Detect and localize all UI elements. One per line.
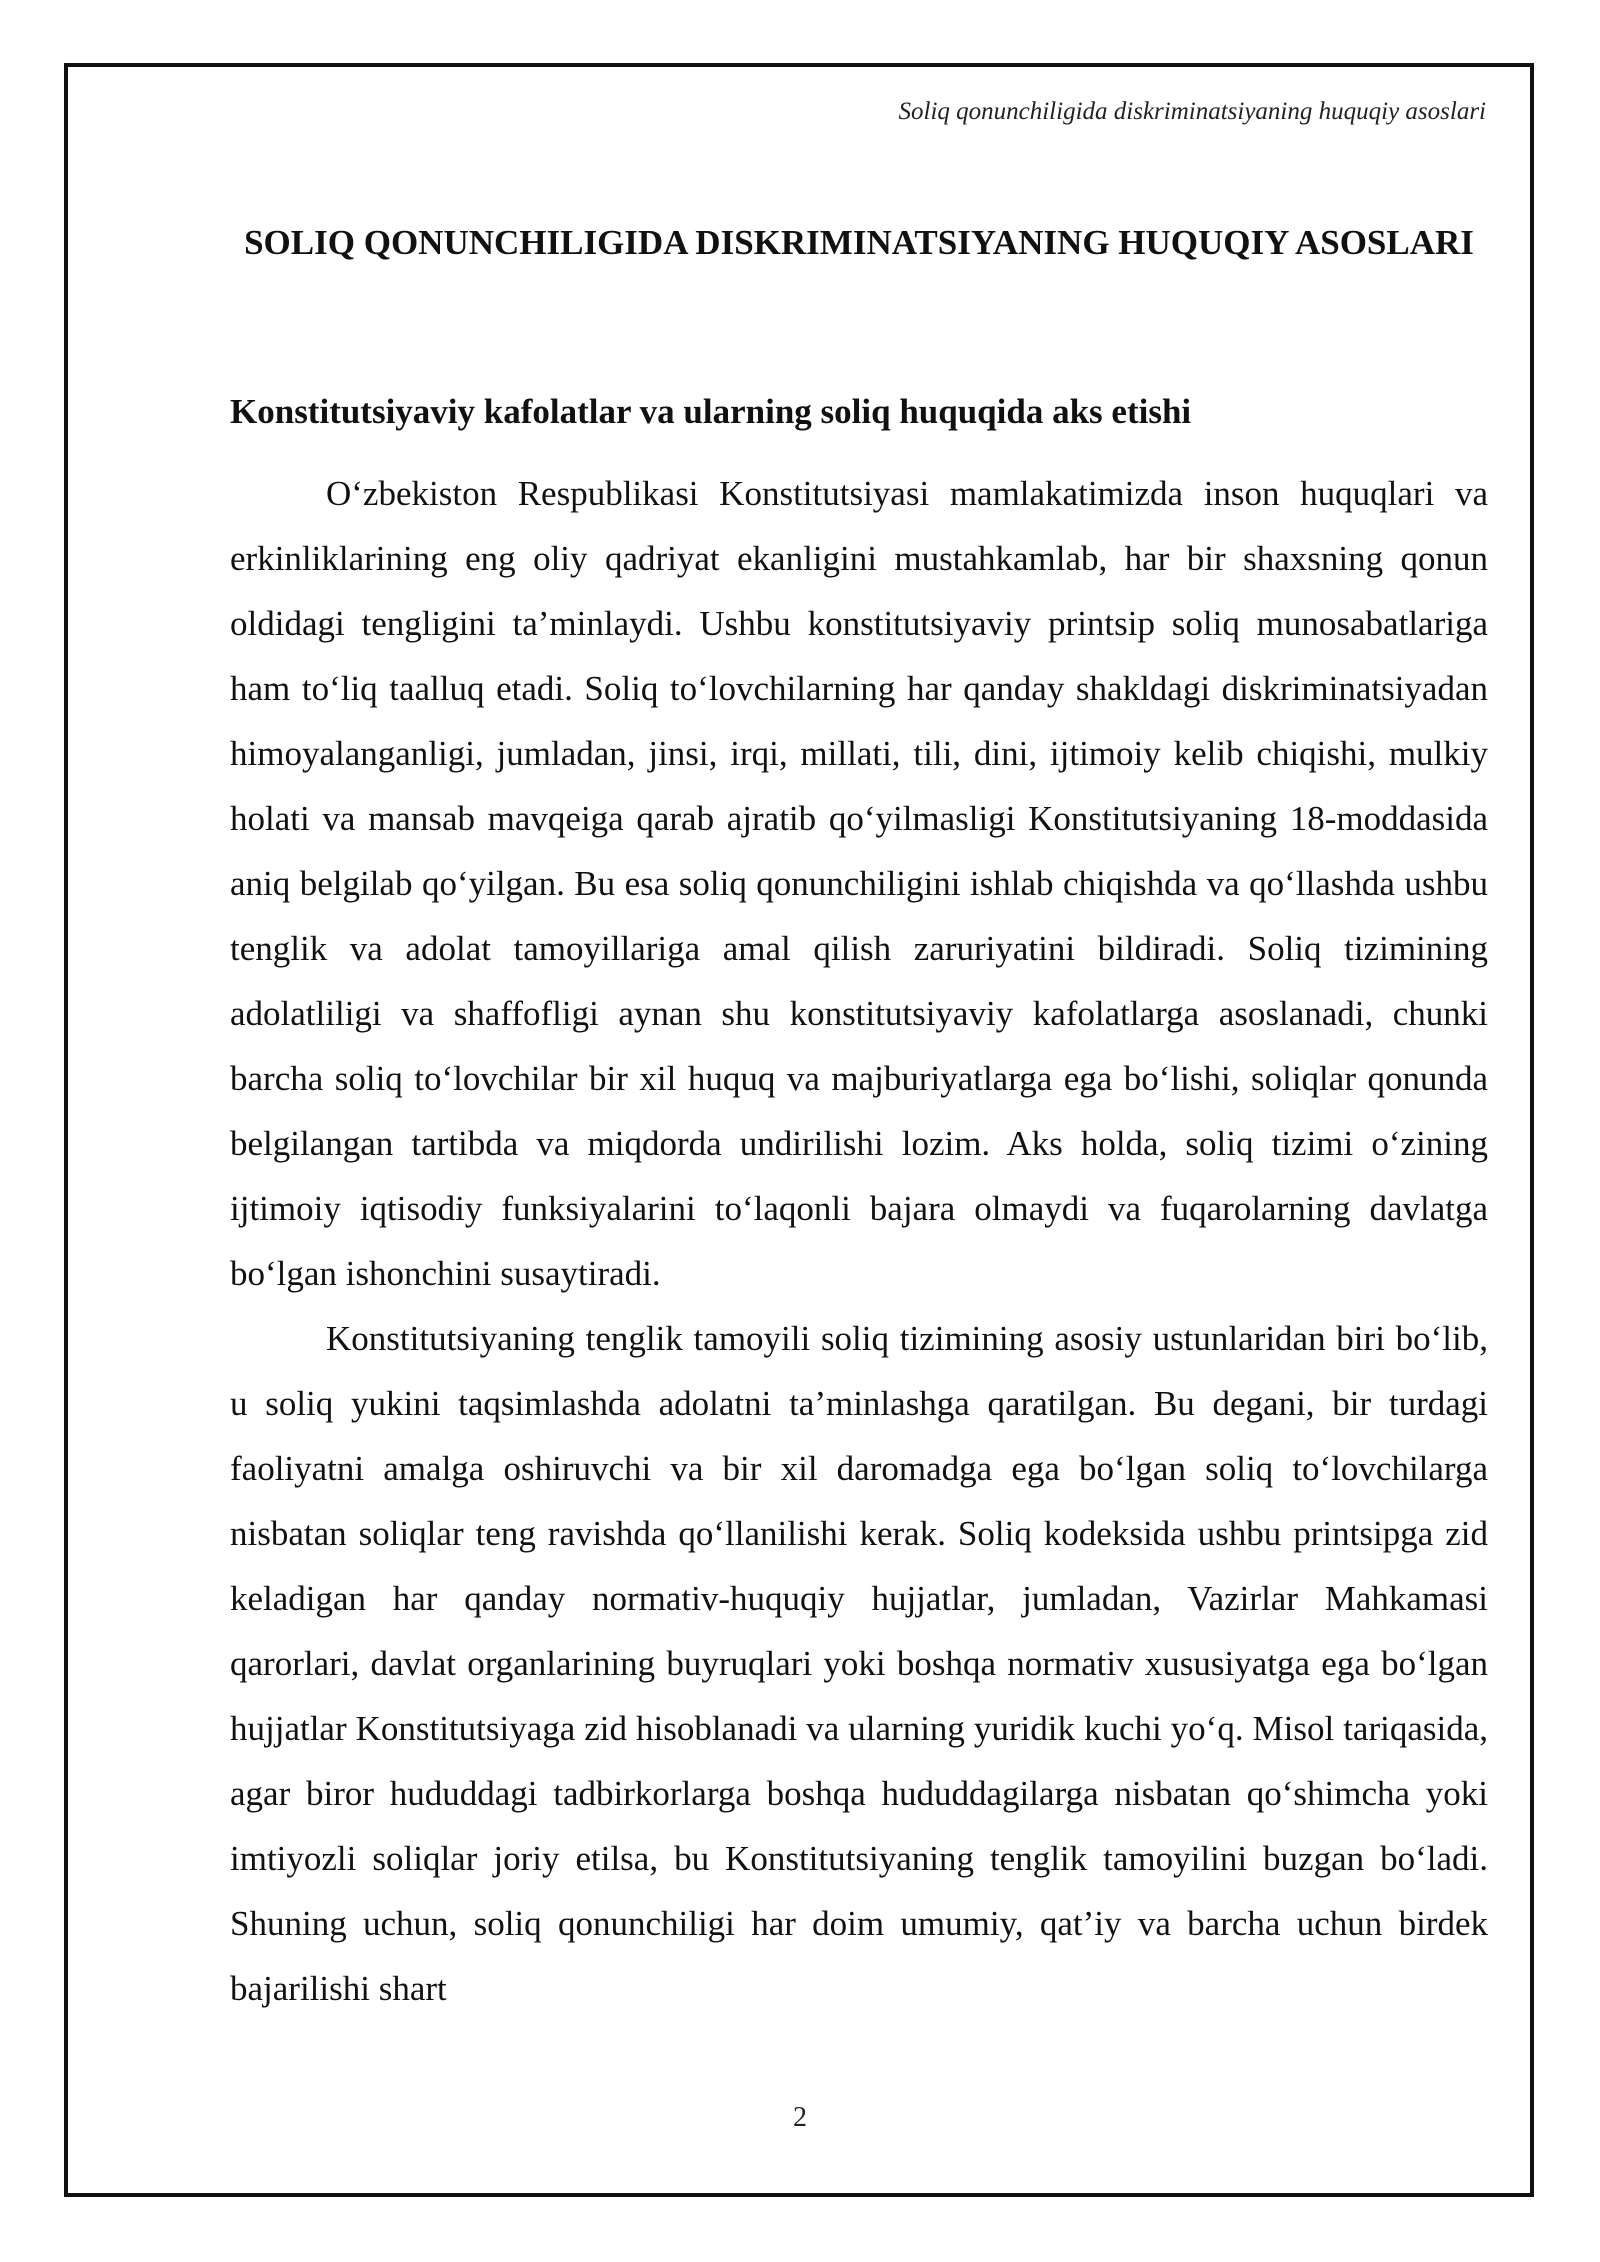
- paragraph: Konstitutsiyaning tenglik tamoyili soliq tizimining asosiy ustunlaridan biri bo‘lib, u soliq yukini taqsimlashda adolatni ta’minlashga qaratilgan. Bu degani, bir turdagi faoliyatni amalga oshiruvchi va bir xil daromadga ega bo‘lgan soliq to‘lovchilarga nisbatan soliqlar teng ravishda qo‘llanilishi kerak. Soliq kodeksida ushbu printsipga zid keladigan har qanday normativ-huquqiy hujjatlar, jumladan, Vazirlar Mahkamasi qarorlari, davlat organlarining buyruqlari yoki boshqa normativ xususiyatga ega bo‘lgan hujjatlar Konstitutsiyaga zid hisoblanadi va ularning yuridik kuchi yo‘q. Misol tariqasida, agar biror hududdagi tadbirkorlarga boshqa hududdagilarga nisbatan qo‘shimcha yoki imtiyozli soliqlar joriy etilsa, bu Konstitutsiyaning tenglik tamoyilini buzgan bo‘ladi. Shuning uchun, soliq qonunchiligi har doim umumiy, qat’iy va barcha uchun birdek bajarilishi shart: [230, 1319, 1488, 2008]
- document-body: [230, 461, 1488, 2021]
- section-heading: Konstitutsiyaviy kafolatlar va ularning soliq huquqida aks etishi: [230, 392, 1192, 431]
- running-header: Soliq qonunchiligida diskriminatsiyaning huquqiy asoslari: [898, 98, 1486, 125]
- paragraph: O‘zbekiston Respublikasi Konstitutsiyasi mamlakatimizda inson huquqlari va erkinliklarining eng oliy qadriyat ekanligini mustahkamlab, har bir shaxsning qonun oldidagi tengligini ta’minlaydi. Ushbu konstitutsiyaviy printsip soliq munosabatlariga ham to‘liq taalluq etadi. Soliq to‘lovchilarning har qanday shakldagi diskriminatsiyadan himoyalanganligi, jumladan, jinsi, irqi, millati, tili, dini, ijtimoiy kelib chiqishi, mulkiy holati va mansab mavqeiga qarab ajratib qo‘yilmasligi Konstitutsiyaning 18-moddasida aniq belgilab qo‘yilgan. Bu esa soliq qonunchiligini ishlab chiqishda va qo‘llashda ushbu tenglik va adolat tamoyillariga amal qilish zaruriyatini bildiradi. Soliq tizimining adolatliligi va shaffofligi aynan shu konstitutsiyaviy kafolatlarga asoslanadi, chunki barcha soliq to‘lovchilar bir xil huquq va majburiyatlarga ega bo‘lishi, soliqlar qonunda belgilangan tartibda va miqdorda undirilishi lozim. Aks holda, soliq tizimi o‘zining ijtimoiy iqtisodiy funksiyalarini to‘laqonli bajara olmaydi va fuqarolarning davlatga bo‘lgan ishonchini susaytiradi.: [230, 474, 1488, 1293]
- document-title: SOLIQ QONUNCHILIGIDA DISKRIMINATSIYANING HUQUQIY ASOSLARI: [244, 223, 1474, 262]
- page-number: 2: [793, 2102, 807, 2133]
